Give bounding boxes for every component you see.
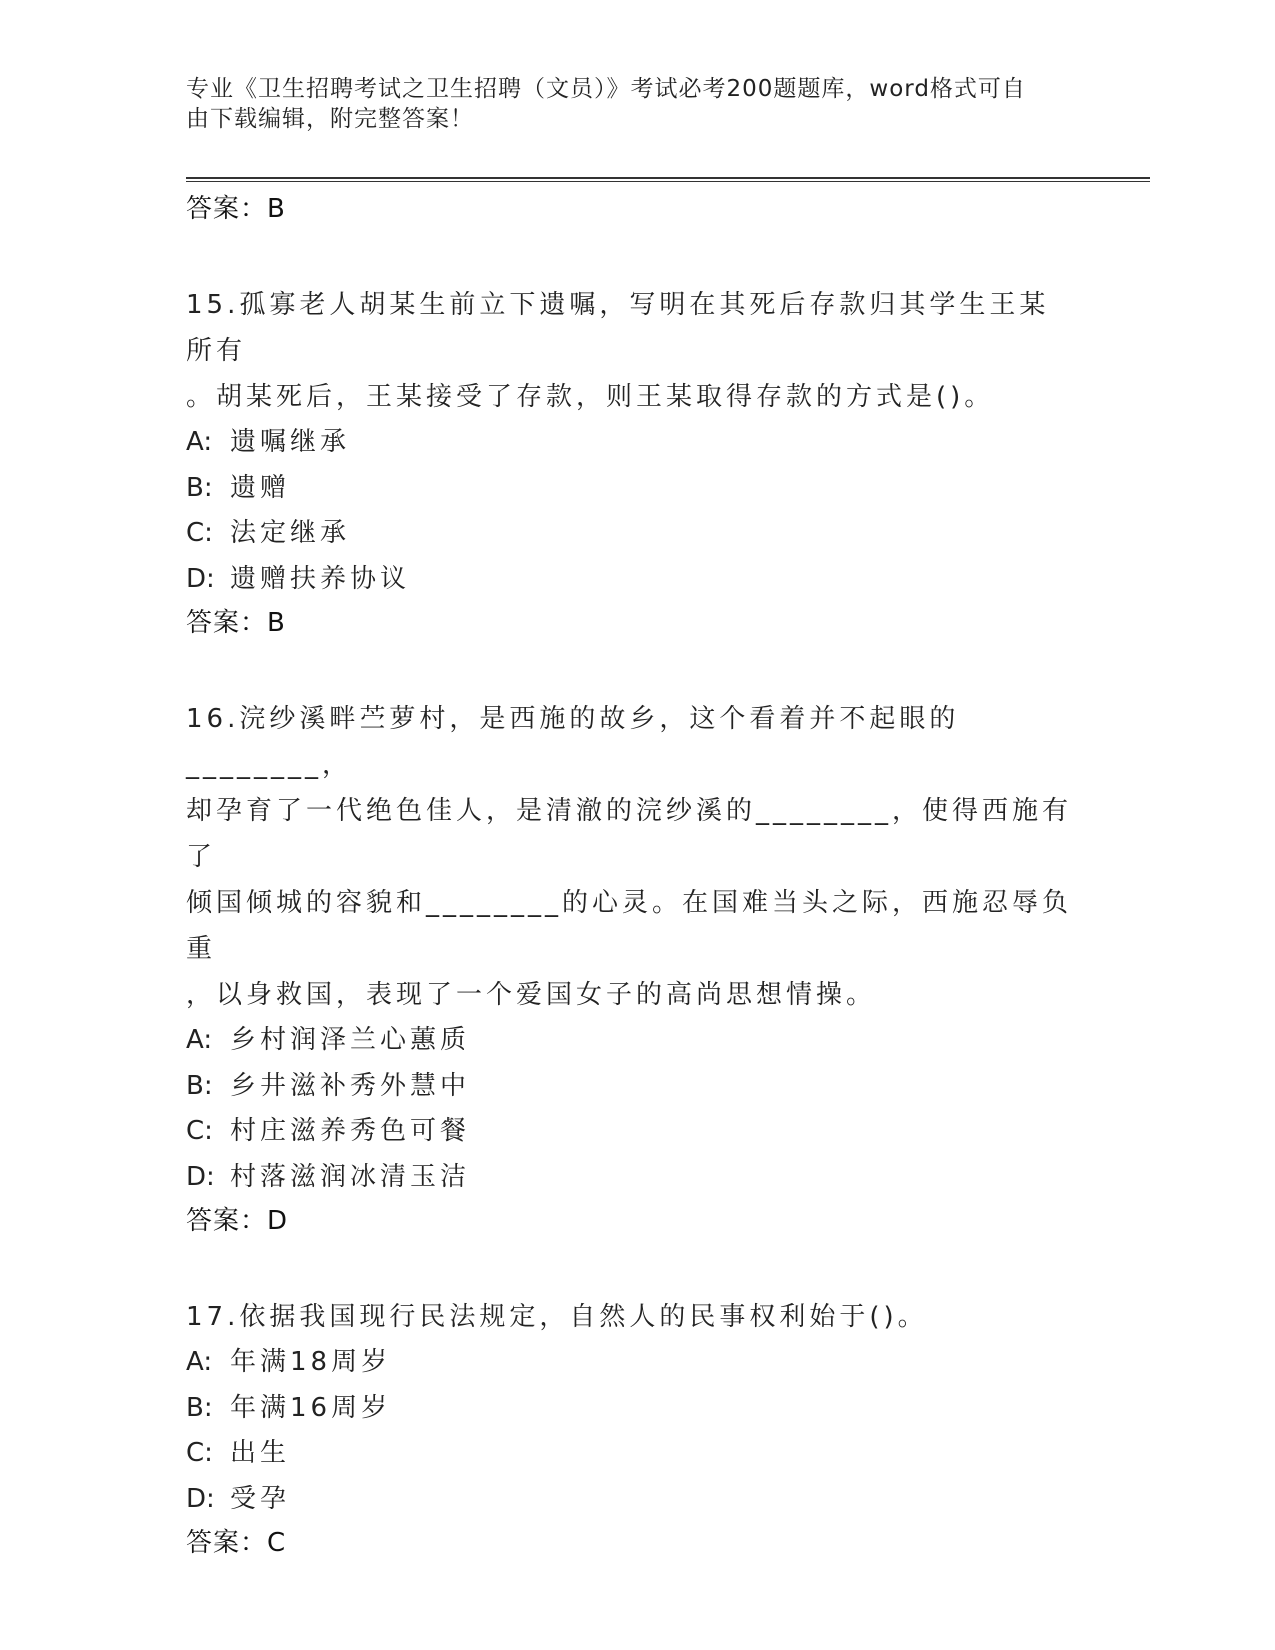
option-key: B: (186, 1392, 213, 1423)
option-key: C: (186, 1116, 213, 1146)
question-stem (186, 282, 1076, 420)
answer-line: 答案：B (186, 608, 286, 638)
option-a (186, 420, 1076, 466)
option-text: 乡井滋补秀外慧中 (230, 1070, 471, 1101)
option-key: D: (186, 1161, 215, 1192)
stem-line: 16.浣纱溪畔苎萝村，是西施的故乡，这个看着并不起眼的________， (186, 704, 960, 780)
header-title-line-1: 专业《卫生招聘考试之卫生招聘（文员）》考试必考200题题库，word格式可自 (186, 76, 1026, 102)
option-c (186, 511, 1076, 557)
option-list (186, 420, 1076, 602)
option-key: B: (186, 472, 213, 503)
option-key: C: (186, 1438, 213, 1468)
option-b (186, 466, 1076, 512)
header-divider (186, 177, 1150, 182)
option-text: 出生 (230, 1438, 291, 1468)
answer-line: 答案：D (186, 1206, 289, 1236)
question-17 (186, 1294, 1076, 1564)
page-header (186, 74, 1066, 134)
question-stem (186, 696, 1076, 1018)
option-text: 乡村润泽兰心蕙质 (230, 1025, 471, 1055)
option-key: A: (186, 1025, 213, 1055)
option-key: D: (186, 1483, 215, 1514)
option-key: B: (186, 1070, 213, 1101)
option-a (186, 1018, 1076, 1064)
stem-line: 17.依据我国现行民法规定，自然人的民事权利始于()。 (186, 1302, 928, 1332)
option-list (186, 1340, 1076, 1522)
previous-answer: 答案：B (186, 194, 286, 224)
question-16 (186, 696, 1076, 1242)
option-key: D: (186, 563, 215, 594)
stem-line: 倾国倾城的容貌和________的心灵。在国难当头之际，西施忍辱负重 (186, 888, 1073, 964)
stem-line: 15.孤寡老人胡某生前立下遗嘱，写明在其死后存款归其学生王某所有 (186, 290, 1050, 366)
option-text: 遗赠扶养协议 (230, 563, 411, 594)
option-d (186, 1155, 1076, 1201)
header-title-line-2: 由下载编辑，附完整答案！ (186, 106, 474, 132)
option-d (186, 1477, 1076, 1523)
answer-line: 答案：C (186, 1528, 287, 1558)
option-text: 年满16周岁 (230, 1392, 392, 1423)
option-text: 村庄滋养秀色可餐 (230, 1116, 471, 1146)
option-key: A: (186, 1347, 213, 1377)
option-key: C: (186, 518, 213, 548)
stem-line: ，以身救国，表现了一个爱国女子的高尚思想情操。 (186, 980, 877, 1010)
option-text: 年满18周岁 (230, 1347, 392, 1377)
option-b (186, 1064, 1076, 1110)
question-15 (186, 282, 1076, 644)
option-text: 法定继承 (230, 518, 351, 548)
stem-line: 却孕育了一代绝色佳人，是清澈的浣纱溪的________，使得西施有了 (186, 796, 1073, 872)
option-text: 村落滋润冰清玉洁 (230, 1161, 471, 1192)
option-b (186, 1386, 1076, 1432)
option-d (186, 557, 1076, 603)
option-list (186, 1018, 1076, 1200)
question-stem (186, 1294, 1076, 1340)
option-c (186, 1109, 1076, 1155)
option-text: 遗赠 (230, 472, 291, 503)
option-c (186, 1431, 1076, 1477)
option-a (186, 1340, 1076, 1386)
question-list (186, 188, 1076, 1564)
option-text: 受孕 (230, 1483, 291, 1514)
option-key: A: (186, 427, 213, 457)
option-text: 遗嘱继承 (230, 427, 351, 457)
stem-line: 。胡某死后，王某接受了存款，则王某取得存款的方式是()。 (186, 382, 995, 412)
